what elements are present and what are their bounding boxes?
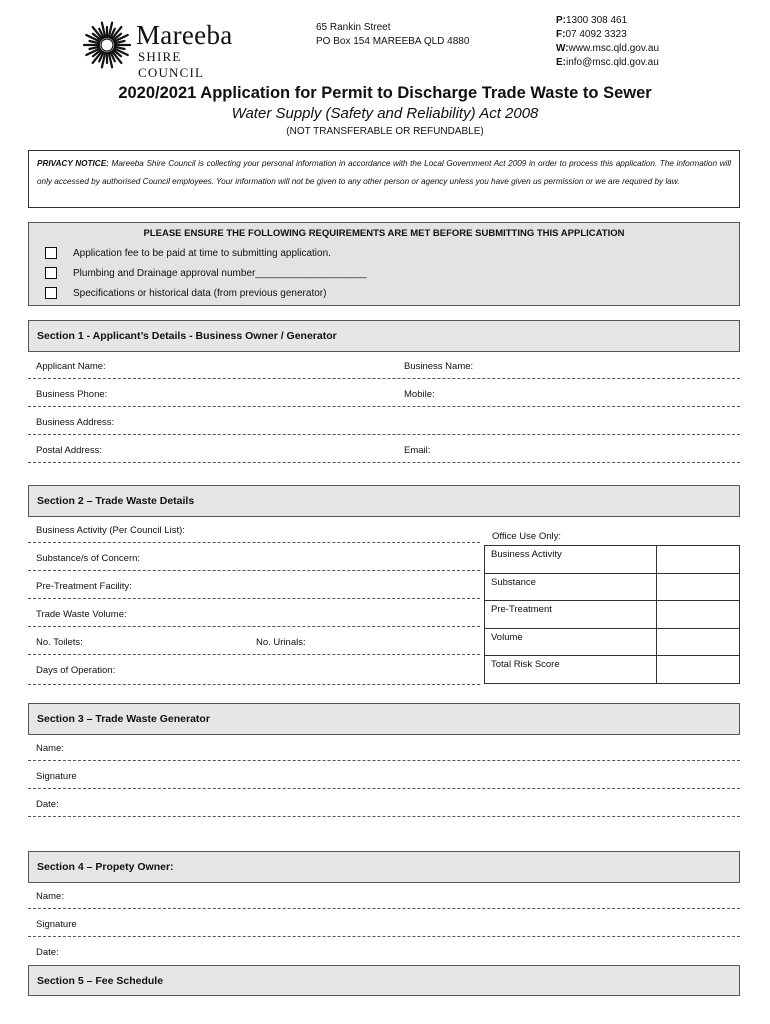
toilets-label: No. Toilets:	[36, 637, 83, 648]
office-row-label: Substance	[485, 573, 657, 601]
office-row-value[interactable]	[657, 601, 740, 629]
requirements-box	[28, 222, 740, 306]
table-row	[485, 601, 740, 629]
owner-name-field[interactable]	[28, 908, 740, 909]
generator-date-field[interactable]	[28, 816, 740, 817]
requirement-label: Specifications or historical data (from previous generator)	[73, 287, 327, 299]
contact-details	[556, 14, 659, 70]
privacy-label: PRIVACY NOTICE:	[37, 159, 109, 168]
section-2-header: Section 2 – Trade Waste Details	[28, 485, 740, 517]
business-address-field[interactable]	[28, 434, 740, 435]
business-activity-label: Business Activity (Per Council List):	[36, 525, 185, 536]
fax-line: F:07 4092 3323	[556, 29, 627, 40]
form-subtitle: Water Supply (Safety and Reliability) Act 2008	[231, 105, 539, 122]
office-use-table	[484, 545, 740, 684]
section-4-header: Section 4 – Propety Owner:	[28, 851, 740, 883]
sunburst-logo-icon	[82, 20, 132, 70]
office-row-label: Business Activity	[485, 546, 657, 574]
office-use-box	[484, 531, 740, 684]
plumbing-checkbox[interactable]	[45, 267, 57, 279]
owner-signature-field[interactable]	[28, 936, 740, 937]
address-line-1: 65 Rankin Street	[316, 22, 391, 33]
requirement-item	[45, 245, 331, 261]
days-field[interactable]	[28, 684, 480, 685]
form-note: (NOT TRANSFERABLE OR REFUNDABLE)	[286, 126, 484, 137]
council-address	[316, 21, 469, 49]
business-phone-label: Business Phone:	[36, 389, 108, 400]
owner-date-label: Date:	[36, 947, 59, 958]
office-row-value[interactable]	[657, 546, 740, 574]
requirement-label: Plumbing and Drainage approval number____________________	[73, 267, 367, 279]
business-name-label: Business Name:	[404, 361, 474, 372]
office-use-title: Office Use Only:	[492, 531, 561, 542]
council-logo	[82, 20, 252, 80]
specifications-checkbox[interactable]	[45, 287, 57, 299]
substances-field[interactable]	[28, 570, 480, 571]
table-row	[485, 573, 740, 601]
requirement-label: Application fee to be paid at time to submitting application.	[73, 247, 331, 259]
business-activity-field[interactable]	[28, 542, 480, 543]
phone-line: P:1300 308 461	[556, 15, 628, 26]
address-line-2: PO Box 154 MAREEBA QLD 4880	[316, 36, 470, 47]
fee-checkbox[interactable]	[45, 247, 57, 259]
business-address-label: Business Address:	[36, 417, 115, 428]
mobile-label: Mobile:	[404, 389, 435, 400]
applicant-name-label: Applicant Name:	[36, 361, 106, 372]
privacy-text: Mareeba Shire Council is collecting your personal information in accordance with the Local Government Act 2009 in order to process this application. The information will only accessed by authorised Council employees. Your information will not be given to any other person or agency unless you have given us permission or we are required by law.	[37, 159, 731, 186]
section-5-header: Section 5 – Fee Schedule	[28, 965, 740, 996]
requirement-item	[45, 285, 326, 301]
urinals-label: No. Urinals:	[256, 637, 306, 648]
requirements-heading: PLEASE ENSURE THE FOLLOWING REQUIREMENTS ARE MET BEFORE SUBMITTING THIS APPLICATION	[143, 228, 625, 239]
letterhead	[0, 0, 770, 80]
generator-signature-field[interactable]	[28, 788, 740, 789]
web-line: W:www.msc.qld.gov.au	[556, 43, 659, 54]
owner-name-label: Name:	[36, 891, 64, 902]
volume-label: Trade Waste Volume:	[36, 609, 127, 620]
table-row	[485, 656, 740, 684]
table-row	[485, 628, 740, 656]
logo-name: Mareeba	[136, 20, 233, 50]
pretreatment-field[interactable]	[28, 598, 480, 599]
requirement-item	[45, 265, 367, 281]
email-line: E:info@msc.qld.gov.au	[556, 57, 659, 68]
pretreatment-label: Pre-Treatment Facility:	[36, 581, 132, 592]
section-3-header: Section 3 – Trade Waste Generator	[28, 703, 740, 735]
office-row-label: Volume	[485, 628, 657, 656]
privacy-notice	[28, 150, 740, 208]
form-title: 2020/2021 Application for Permit to Discharge Trade Waste to Sewer	[118, 84, 652, 102]
table-row	[485, 546, 740, 574]
office-row-label: Total Risk Score	[485, 656, 657, 684]
applicant-name-field[interactable]	[28, 378, 740, 379]
generator-signature-label: Signature	[36, 771, 77, 782]
owner-signature-label: Signature	[36, 919, 77, 930]
section-1-header: Section 1 - Applicant’s Details - Business Owner / Generator	[28, 320, 740, 352]
days-label: Days of Operation:	[36, 665, 116, 676]
substances-label: Substance/s of Concern:	[36, 553, 141, 564]
generator-name-field[interactable]	[28, 760, 740, 761]
generator-date-label: Date:	[36, 799, 59, 810]
business-phone-field[interactable]	[28, 406, 740, 407]
toilets-field[interactable]	[28, 654, 480, 655]
volume-field[interactable]	[28, 626, 480, 627]
generator-name-label: Name:	[36, 743, 64, 754]
office-row-value[interactable]	[657, 656, 740, 684]
email-label: Email:	[404, 445, 431, 456]
postal-address-field[interactable]	[28, 462, 740, 463]
office-row-value[interactable]	[657, 628, 740, 656]
office-row-value[interactable]	[657, 573, 740, 601]
office-row-label: Pre-Treatment	[485, 601, 657, 629]
postal-address-label: Postal Address:	[36, 445, 103, 456]
logo-subtitle: SHIRE COUNCIL	[138, 49, 205, 80]
